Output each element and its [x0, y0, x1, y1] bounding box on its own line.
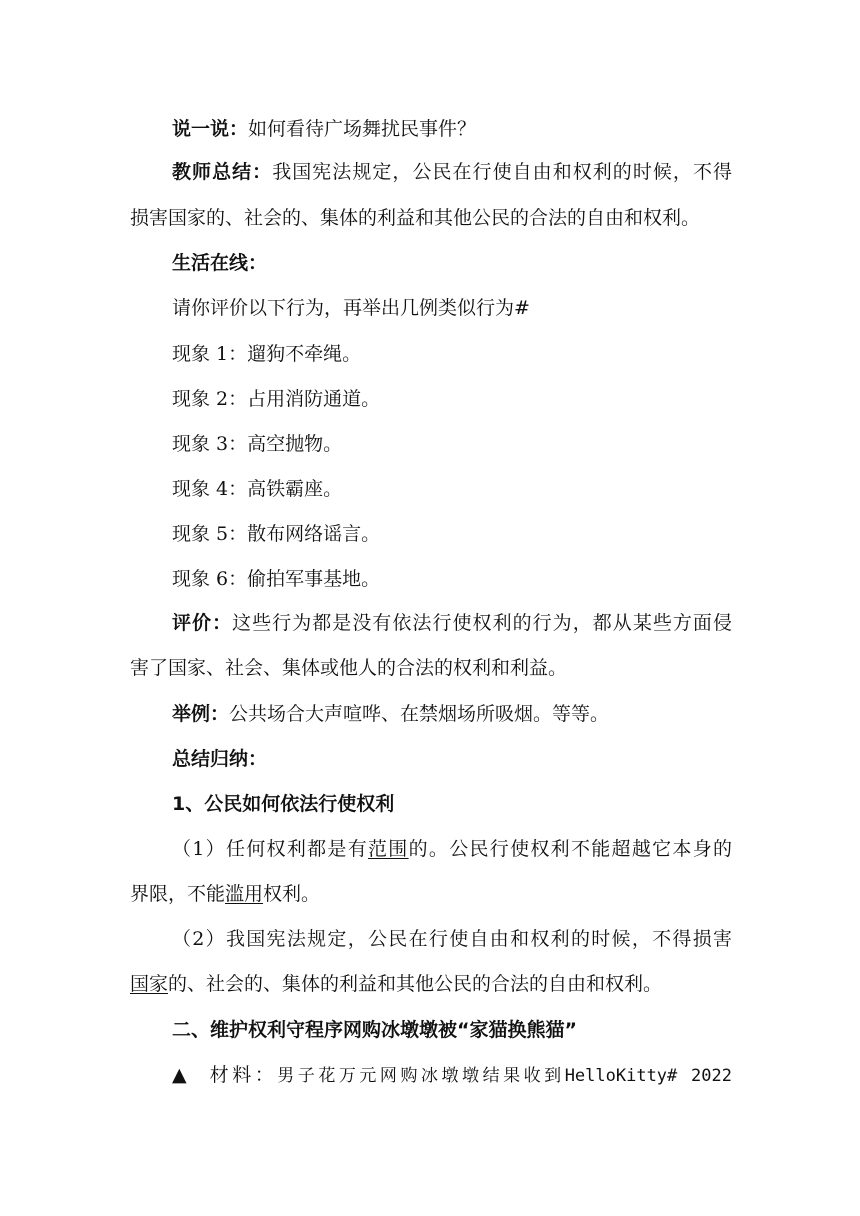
phenomenon-item: [172, 522, 732, 546]
rule-item-2-line-1: [172, 927, 732, 951]
teacher-summary-line-1: [172, 160, 732, 184]
rule-item-2-line-2: [130, 972, 730, 996]
phenomenon-text: 偷拍军事基地。: [247, 568, 381, 590]
keyword-abuse: 滥用: [225, 883, 264, 905]
rule-item-1-pre: （1）任何权利都是有: [172, 838, 369, 860]
evaluation-line-2: [130, 656, 730, 680]
phenomenon-label: 现象 4：: [172, 478, 248, 500]
rule-item-1-line-2: [130, 882, 730, 906]
material-marker: ▲: [172, 1064, 191, 1086]
phenomenon-text: 散布网络谣言。: [247, 523, 381, 545]
keyword-country: 国家: [130, 973, 169, 995]
example-label: 举例：: [172, 703, 230, 725]
life-online-heading: [172, 251, 732, 275]
phenomenon-label: 现象 3：: [172, 433, 248, 455]
evaluation-text-2: 害了国家、社会、集体或他人的合法的权利和利益。: [130, 657, 568, 679]
phenomenon-text: 遛狗不牵绳。: [247, 343, 362, 365]
phenomenon-label: 现象 1：: [172, 343, 248, 365]
evaluation-line-1: [172, 611, 732, 635]
phenomenon-label: 现象 5：: [172, 523, 248, 545]
rule-item-1-mid: 的。公民行使权利不能超越它本身的: [408, 838, 732, 860]
material-line: [172, 1063, 732, 1088]
phenomenon-item: [172, 387, 732, 411]
section-heading-2-text: 二、维护权利守程序网购冰墩墩被“家猫换熊猫”: [172, 1019, 577, 1041]
conclusion-heading: [172, 747, 732, 771]
phenomenon-label: 现象 2：: [172, 388, 248, 410]
material-label: 材料：: [206, 1064, 278, 1086]
section-heading-2: [172, 1018, 732, 1042]
rule-item-1-line-1: [172, 837, 732, 861]
discussion-label: 说一说：: [172, 118, 249, 140]
teacher-summary-text-1: 我国宪法规定，公民在行使自由和权利的时候，不得: [272, 161, 732, 183]
rule-item-1-line2-pre: 界限，不能: [130, 883, 226, 905]
keyword-scope: 范围: [368, 838, 409, 860]
material-text: 男子花万元网购冰墩墩结果收到HelloKitty# 2022: [277, 1066, 732, 1086]
discussion-line: [172, 117, 732, 141]
life-online-label: 生活在线：: [172, 252, 268, 274]
phenomenon-item: [172, 477, 732, 501]
example-line: [172, 702, 732, 726]
example-text: 公共场合大声喧哗、在禁烟场所吸烟。等等。: [229, 703, 610, 725]
discussion-text: 如何看待广场舞扰民事件？: [248, 118, 477, 140]
evaluation-text-1: 这些行为都是没有依法行使权利的行为，都从某些方面侵: [232, 612, 732, 634]
conclusion-label: 总结归纳：: [172, 748, 268, 770]
evaluate-instruction-text: 请你评价以下行为，再举出几例类似行为#: [172, 297, 530, 319]
rule-item-2-text-1: （2）我国宪法规定，公民在行使自由和权利的时候，不得损害: [172, 928, 732, 950]
teacher-summary-label: 教师总结：: [172, 161, 273, 183]
evaluation-label: 评价：: [172, 612, 233, 634]
rule-item-1-line2-post: 权利。: [263, 883, 321, 905]
phenomenon-text: 高空抛物。: [247, 433, 343, 455]
section-heading-1-text: 1、公民如何依法行使权利: [172, 793, 395, 815]
phenomenon-label: 现象 6：: [172, 568, 248, 590]
phenomenon-text: 高铁霸座。: [247, 478, 343, 500]
rule-item-2-line2-post: 的、社会的、集体的利益和其他公民的合法的自由和权利。: [168, 973, 663, 995]
phenomenon-text: 占用消防通道。: [247, 388, 381, 410]
phenomenon-item: [172, 567, 732, 591]
phenomenon-item: [172, 432, 732, 456]
evaluate-instruction: [172, 296, 732, 320]
teacher-summary-line-2: [130, 206, 730, 230]
section-heading-1: [172, 792, 732, 816]
phenomenon-item: [172, 342, 732, 366]
teacher-summary-text-2: 损害国家的、社会的、集体的利益和其他公民的合法的自由和权利。: [130, 207, 701, 229]
